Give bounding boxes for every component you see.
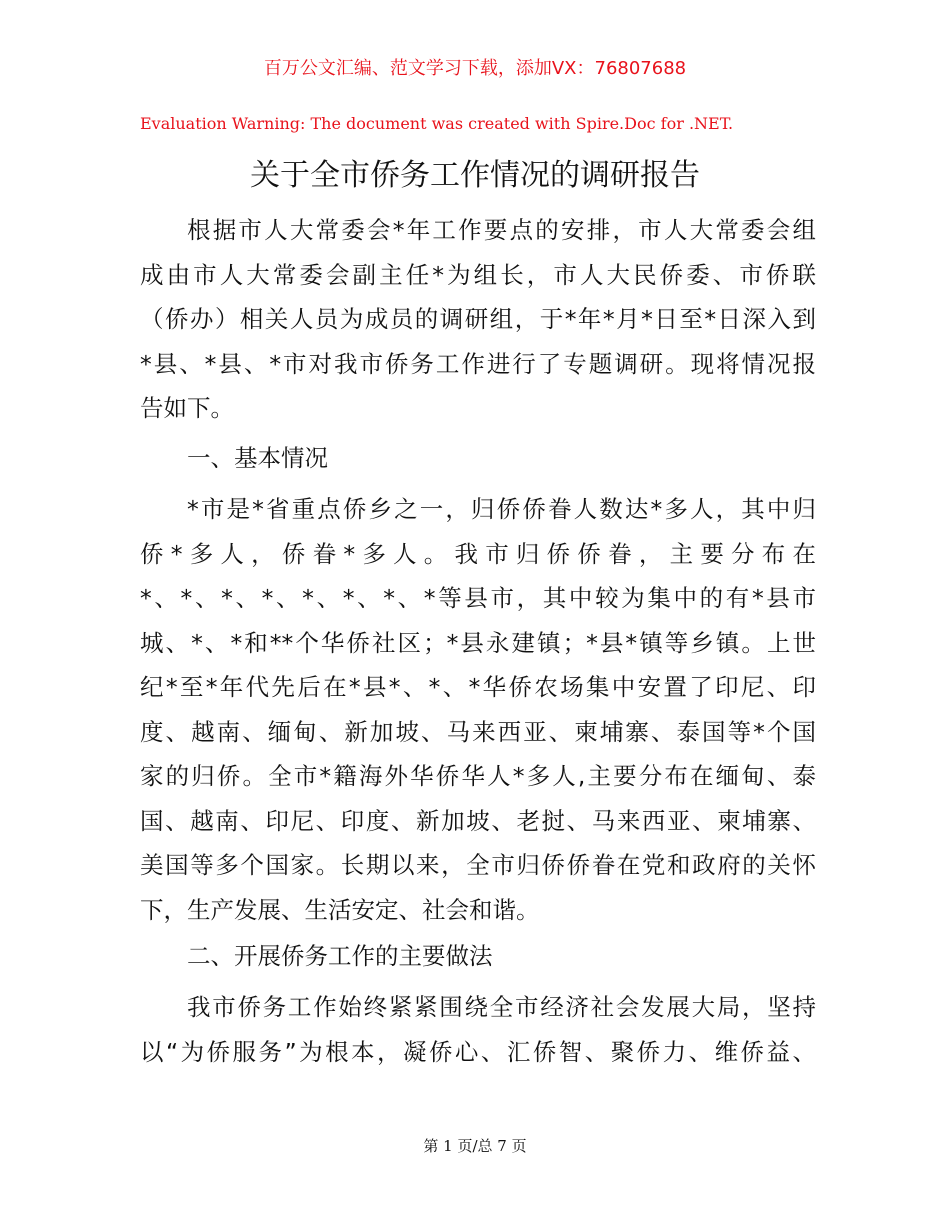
heading-text: 一、基本情况 <box>187 444 328 472</box>
heading-text: 二、开展侨务工作的主要做法 <box>187 942 493 970</box>
text-line: 根据市人大常委会*年工作要点的安排，市人大常委会组 <box>187 216 816 244</box>
text-line: *市是*省重点侨乡之一，归侨侨眷人数达*多人，其中归 <box>187 495 816 523</box>
section-heading-basic <box>140 436 816 481</box>
text-line: （侨办）相关人员为成员的调研组，于*年*月*日至*日深入到 <box>140 305 816 333</box>
text-line: 度、越南、缅甸、新加坡、马来西亚、柬埔寨、泰国等*个国 <box>140 717 816 746</box>
text-line: 家的归侨。全市*籍海外华侨华人*多人,主要分布在缅甸、泰 <box>140 762 816 790</box>
text-line: 成由市人大常委会副主任*为组长，市人大民侨委、市侨联 <box>140 260 816 289</box>
text-line: 纪*至*年代先后在*县*、*、*华侨农场集中安置了印尼、印 <box>140 673 816 701</box>
text-line: *县、*县、*市对我市侨务工作进行了专题调研。现将情况报 <box>140 349 816 378</box>
text-line: 国、越南、印尼、印度、新加坡、老挝、马来西亚、柬埔寨、 <box>140 806 816 835</box>
section-heading-practices <box>140 934 816 979</box>
promo-banner: 百万公文汇编、范文学习下载，添加VX：76807688 <box>263 58 687 79</box>
document-title: 关于全市侨务工作情况的调研报告 <box>250 158 700 193</box>
text-line: 侨*多人，侨眷*多人。我市归侨侨眷，主要分布在 <box>140 539 816 568</box>
text-line: 下，生产发展、生活安定、社会和谐。 <box>140 895 540 924</box>
paragraph-practices <box>140 985 816 1074</box>
text-line: 我市侨务工作始终紧紧围绕全市经济社会发展大局，坚持 <box>187 993 816 1021</box>
page-number: 第 1 页/总 7 页 <box>423 1137 527 1155</box>
text-line: *、*、*、*、*、*、*、*等县市，其中较为集中的有*县市 <box>140 584 816 612</box>
evaluation-warning: Evaluation Warning: The document was created with Spire.Doc for .NET. <box>140 114 734 133</box>
paragraph-basic-situation <box>140 487 816 932</box>
text-line: 以“为侨服务”为根本，凝侨心、汇侨智、聚侨力、维侨益、 <box>140 1037 816 1066</box>
paragraph-intro <box>140 208 816 431</box>
text-line: 城、*、*和**个华侨社区；*县永建镇；*县*镇等乡镇。上世 <box>140 628 816 657</box>
text-line: 美国等多个国家。长期以来，全市归侨侨眷在党和政府的关怀 <box>140 851 816 879</box>
text-line: 告如下。 <box>140 394 234 422</box>
